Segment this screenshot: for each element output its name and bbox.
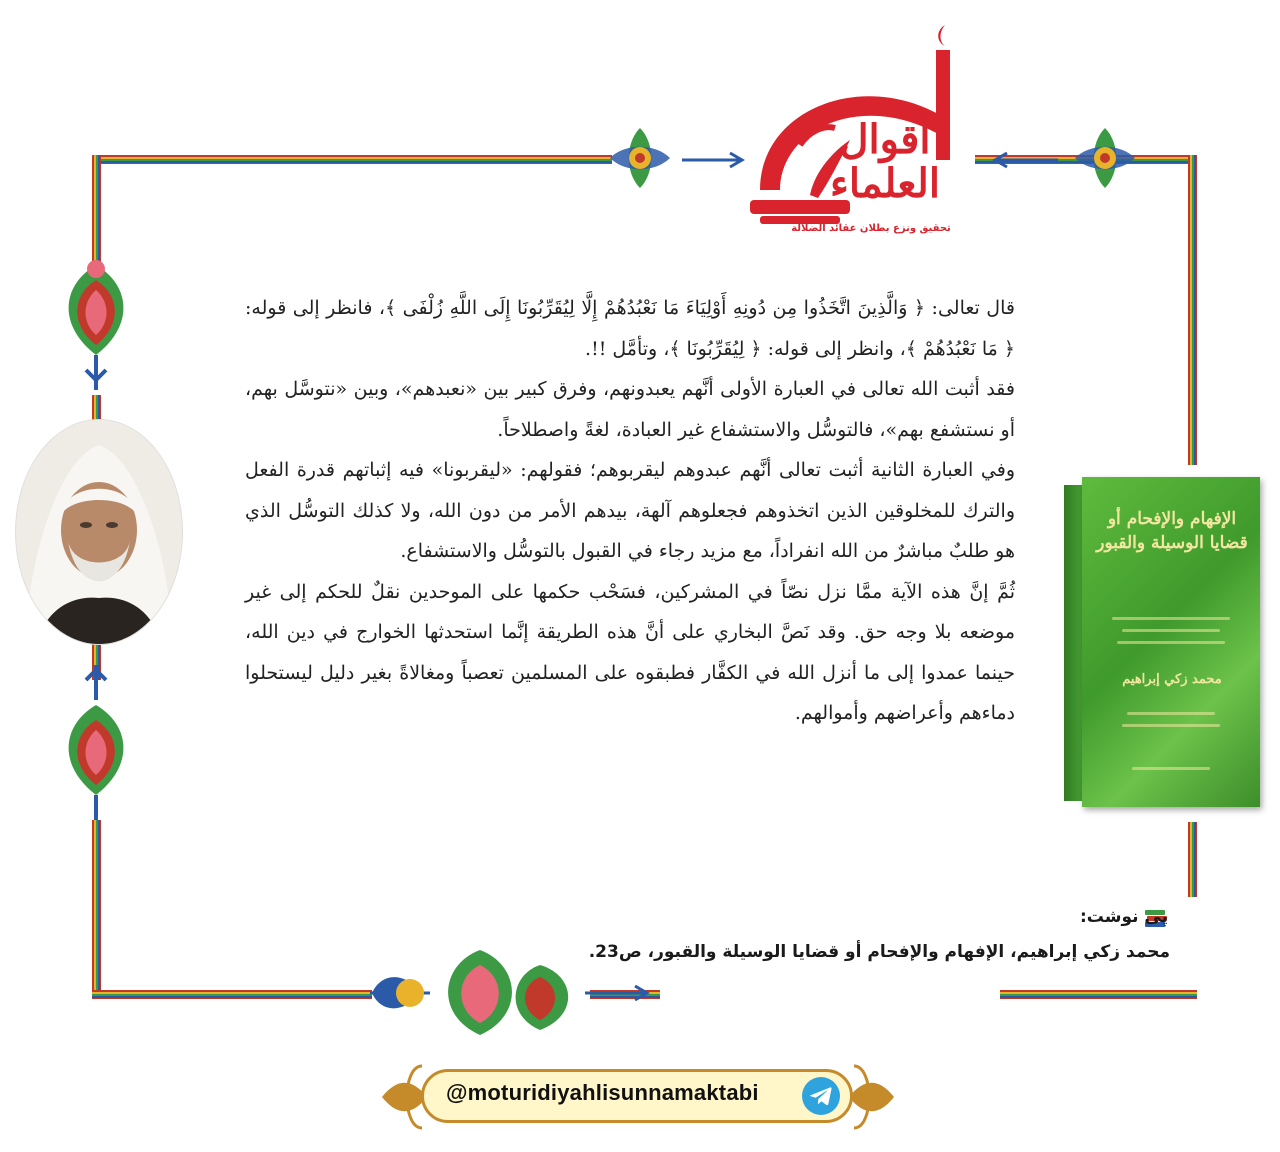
paragraph-3: وفي العبارة الثانية أثبت تعالى أنَّهم عبدوهم ليقربوهم؛ فقولهم: «ليقربونا» فيه إثباتهم قدرة الفعل والترك للمخلوقين الذين اتخذوهم فجعلوهم آلهة، بيدهم الأمر من دون الله، ولا كذلك التوسُّل الذي هو طلبٌ مباشرٌ من الله انفراداً، مع مزيد رجاء في القبول بالتوسُّل والاستشفاع.	[245, 459, 1015, 562]
frame-top-left	[92, 155, 612, 164]
source-citation: محمد زکي إبراهيم، الإفهام والإفحام أو قضايا الوسيلة والقبور، ص23.	[588, 942, 1170, 962]
author-portrait	[16, 420, 182, 644]
floral-ornament-top-middle	[600, 118, 680, 198]
paragraph-1: قال تعالى: ﴿ وَالَّذِينَ اتَّخَذُوا مِن دُونِهِ أَوْلِيَاءَ مَا نَعْبُدُهُمْ إِلَّا لِيُقَرِّبُونَا إِلَى اللَّهِ زُلْفَى ﴾، فانظر إلى قوله: ﴿ مَا نَعْبُدُهُمْ ﴾، وانظر إلى قوله: ﴿ لِيُقَرِّبُونَا ﴾، وتأمَّل !!.	[245, 297, 1015, 360]
book-title: الإفهام والإفحام أو قضايا الوسيلة والقبور	[1096, 509, 1248, 553]
frame-bottom-far-right	[1000, 990, 1197, 999]
book-author: محمد زكي إبراهيم	[1122, 672, 1222, 687]
telegram-icon[interactable]	[801, 1076, 841, 1116]
floral-ornament-top-right	[1065, 118, 1145, 198]
book-cover-image	[1064, 477, 1260, 807]
paragraph-4: ثُمَّ إنَّ هذه الآية ممَّا نزل نصّاً في المشركين، فسَحْب حكمها على الموحدين نقلٌ للحكم إلى غير موضعه بلا وجه حق. وقد نَصَّ البخاري على أنَّ هذه الطريقة إنَّما استحدثها الخوارج في دين الله، حينما عمدوا إلى ما أنزل الله في الكفَّار فطبقوه على المسلمين تعصباً ومغالاةً بغير دليل ليستحلوا دماءهم وأعراضهم وأموالهم.	[245, 580, 1015, 724]
frame-right-lower	[1188, 822, 1197, 897]
logo-subtitle: تحقيق ونزع بطلان عقائد الضلالة	[791, 223, 951, 234]
paragraph-2: فقد أثبت الله تعالى في العبارة الأولى أنَّهم يعبدونهم، وفرق كبير بين «نعبدهم»، وبين «نتوسَّل بهم، أو نستشفع بهم»، فالتوسُّل والاستشفاع غير العبادة، لغةً واصطلاحاً.	[245, 378, 1015, 441]
arrow-ornament-top-right	[985, 150, 1060, 170]
book-spine	[1064, 485, 1084, 801]
lotus-ornament-left-upper	[40, 245, 152, 395]
frame-left-bottom	[92, 820, 101, 998]
source-label: پی نوشت:	[1079, 907, 1168, 927]
frame-right-upper	[1188, 155, 1197, 465]
logo-title: أقوال العلماء	[830, 116, 940, 207]
lotus-ornament-left-lower	[40, 660, 152, 825]
article-body	[245, 288, 1015, 734]
channel-handle[interactable]: @moturidiyahlisunnamaktabi	[446, 1080, 759, 1105]
